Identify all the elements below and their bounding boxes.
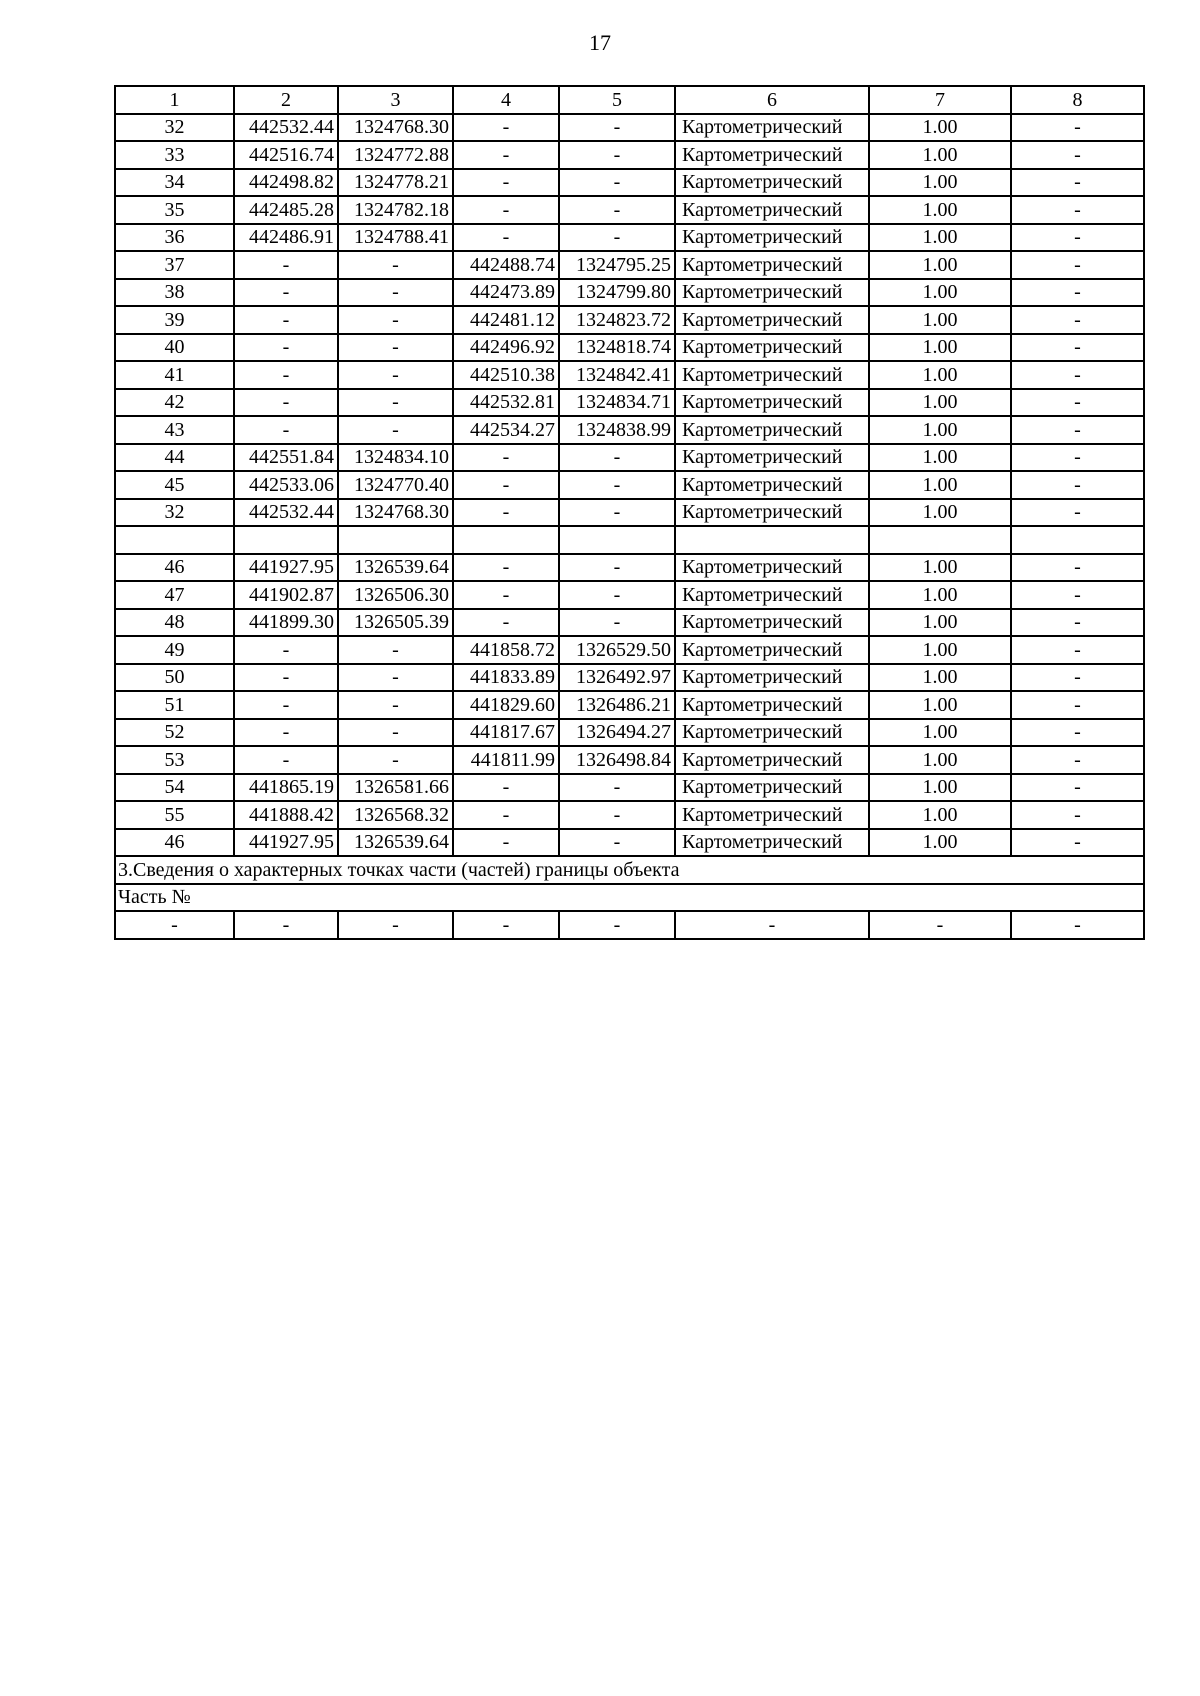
table-cell-col-2: - [234,719,338,747]
table-cell-col-2: 441902.87 [234,581,338,609]
table-cell-col-4: 441833.89 [453,664,559,692]
table-cell-col-1: 32 [115,499,234,527]
table-cell-col-6: Картометрический [675,609,869,637]
table-cell-col-6: Картометрический [675,334,869,362]
table-row [115,306,1144,334]
table-row [115,471,1144,499]
table-cell-col-4: - [453,554,559,582]
table-cell-col-2: 442533.06 [234,471,338,499]
table-cell-col-6: Картометрический [675,829,869,857]
table-cell-col-8: - [1011,444,1144,472]
table-cell-col-4: 442510.38 [453,361,559,389]
part-cell-col-6: - [675,911,869,939]
table-cell-col-2: 442551.84 [234,444,338,472]
table-cell-col-6: Картометрический [675,636,869,664]
table-row [115,801,1144,829]
table-row [115,279,1144,307]
column-header-8: 8 [1011,86,1144,114]
table-cell-col-5: - [559,499,675,527]
table-cell-col-4: - [453,471,559,499]
table-cell-col-4: - [453,774,559,802]
table-cell-col-3: 1326506.30 [338,581,453,609]
table-cell-col-7: 1.00 [869,224,1011,252]
table-cell-col-1: 41 [115,361,234,389]
table-cell-col-7: 1.00 [869,774,1011,802]
table-cell-col-6: Картометрический [675,719,869,747]
table-cell-col-6: Картометрический [675,746,869,774]
column-header-3: 3 [338,86,453,114]
table-cell-col-6: Картометрический [675,444,869,472]
part-row [115,911,1144,939]
table-cell-col-8: - [1011,719,1144,747]
table-cell-col-6: Картометрический [675,471,869,499]
table-cell-col-5: 1324842.41 [559,361,675,389]
table-cell-col-3 [338,526,453,554]
table-cell-col-4 [453,526,559,554]
table-row [115,114,1144,142]
table-cell-col-2: 441899.30 [234,609,338,637]
table-cell-col-3: - [338,636,453,664]
table-cell-col-7: 1.00 [869,609,1011,637]
table-cell-col-7: 1.00 [869,114,1011,142]
table-cell-col-4: 441829.60 [453,691,559,719]
table-row [115,196,1144,224]
table-cell-col-6: Картометрический [675,581,869,609]
section-title-row [115,856,1144,884]
table-cell-col-6: Картометрический [675,196,869,224]
table-cell-col-4: 442496.92 [453,334,559,362]
table-cell-col-8 [1011,526,1144,554]
table-cell-col-2: 442532.44 [234,114,338,142]
table-cell-col-2: - [234,416,338,444]
table-cell-col-3: - [338,361,453,389]
table-row [115,636,1144,664]
table-cell-col-6: Картометрический [675,554,869,582]
table-cell-col-7: 1.00 [869,196,1011,224]
table-cell-col-4: - [453,196,559,224]
table-cell-col-5: - [559,829,675,857]
table-cell-col-7: 1.00 [869,141,1011,169]
table-cell-col-5 [559,526,675,554]
table-cell-col-3: 1324782.18 [338,196,453,224]
table-cell-col-4: 441858.72 [453,636,559,664]
table-cell-col-4: 442473.89 [453,279,559,307]
table-row [115,746,1144,774]
table-cell-col-5: 1324795.25 [559,251,675,279]
table-cell-col-4: - [453,141,559,169]
table-cell-col-3: - [338,279,453,307]
table-cell-col-3: 1324772.88 [338,141,453,169]
table-cell-col-6: Картометрический [675,224,869,252]
column-header-6: 6 [675,86,869,114]
table-cell-col-4: - [453,829,559,857]
table-cell-col-2: - [234,746,338,774]
table-cell-col-3: - [338,334,453,362]
table-cell-col-7: 1.00 [869,499,1011,527]
table-cell-col-1: 49 [115,636,234,664]
table-cell-col-1: 50 [115,664,234,692]
table-cell-col-3: 1326568.32 [338,801,453,829]
table-cell-col-5: - [559,774,675,802]
table-cell-col-2: 442485.28 [234,196,338,224]
table-cell-col-8: - [1011,471,1144,499]
table-cell-col-6: Картометрический [675,141,869,169]
table-cell-col-1: 33 [115,141,234,169]
table-cell-col-6: Картометрический [675,774,869,802]
table-cell-col-8: - [1011,499,1144,527]
table-cell-col-2: - [234,389,338,417]
table-cell-col-8: - [1011,636,1144,664]
table-cell-col-8: - [1011,389,1144,417]
table-row [115,691,1144,719]
table-cell-col-8: - [1011,416,1144,444]
table-cell-col-4: 441817.67 [453,719,559,747]
table-cell-col-8: - [1011,581,1144,609]
table-cell-col-3: 1324768.30 [338,114,453,142]
table-cell-col-1: 46 [115,829,234,857]
table-cell-col-1: 45 [115,471,234,499]
table-cell-col-5: - [559,196,675,224]
table-cell-col-8: - [1011,169,1144,197]
table-cell-col-5: - [559,554,675,582]
table-cell-col-5: 1324818.74 [559,334,675,362]
section-title: 3.Сведения о характерных точках части (частей) границы объекта [115,856,1144,884]
part-label: Часть № [115,884,1144,912]
table-cell-col-1: 36 [115,224,234,252]
table-cell-col-2: 442498.82 [234,169,338,197]
table-cell-col-2 [234,526,338,554]
part-cell-col-4: - [453,911,559,939]
table-cell-col-2: 441865.19 [234,774,338,802]
table-cell-col-6: Картометрический [675,114,869,142]
table-cell-col-6: Картометрический [675,499,869,527]
table-cell-col-3: 1326505.39 [338,609,453,637]
table-row [115,581,1144,609]
table-cell-col-7: 1.00 [869,471,1011,499]
table-cell-col-3: - [338,691,453,719]
table-row [115,554,1144,582]
table-cell-col-2: 442486.91 [234,224,338,252]
table-cell-col-5: - [559,801,675,829]
table-cell-col-4: - [453,224,559,252]
table-cell-col-2: - [234,279,338,307]
table-cell-col-7: 1.00 [869,719,1011,747]
table-cell-col-8: - [1011,114,1144,142]
table-cell-col-5: 1326494.27 [559,719,675,747]
table-cell-col-2: - [234,306,338,334]
table-row [115,444,1144,472]
table-cell-col-4: 441811.99 [453,746,559,774]
table-cell-col-4: - [453,801,559,829]
table-cell-col-1: 53 [115,746,234,774]
part-cell-col-7: - [869,911,1011,939]
table-cell-col-6: Картометрический [675,306,869,334]
table-cell-col-8: - [1011,251,1144,279]
table-cell-col-3: - [338,251,453,279]
table-cell-col-3: - [338,719,453,747]
table-cell-col-7: 1.00 [869,581,1011,609]
table-body [115,86,1144,939]
table-cell-col-1: 52 [115,719,234,747]
table-cell-col-7: 1.00 [869,389,1011,417]
table-cell-col-6: Картометрический [675,416,869,444]
table-cell-col-3: - [338,746,453,774]
table-cell-col-4: 442481.12 [453,306,559,334]
table-row [115,389,1144,417]
table-cell-col-3: 1324788.41 [338,224,453,252]
table-cell-col-5: - [559,581,675,609]
column-header-5: 5 [559,86,675,114]
table-row [115,526,1144,554]
table-cell-col-1: 54 [115,774,234,802]
table-cell-col-3: 1326539.64 [338,829,453,857]
table-row [115,829,1144,857]
table-cell-col-7: 1.00 [869,829,1011,857]
table-cell-col-4: 442532.81 [453,389,559,417]
part-cell-col-2: - [234,911,338,939]
table-cell-col-3: - [338,664,453,692]
table-cell-col-2: 441927.95 [234,829,338,857]
table-cell-col-7: 1.00 [869,664,1011,692]
column-header-4: 4 [453,86,559,114]
table-cell-col-5: - [559,471,675,499]
table-cell-col-7 [869,526,1011,554]
table-cell-col-1: 51 [115,691,234,719]
table-cell-col-4: - [453,169,559,197]
table-cell-col-7: 1.00 [869,334,1011,362]
part-cell-col-3: - [338,911,453,939]
table-cell-col-5: - [559,609,675,637]
table-cell-col-1: 38 [115,279,234,307]
table-cell-col-2: - [234,334,338,362]
table-cell-col-8: - [1011,664,1144,692]
table-cell-col-2: 442516.74 [234,141,338,169]
table-cell-col-6: Картометрический [675,361,869,389]
table-cell-col-7: 1.00 [869,416,1011,444]
table-cell-col-6: Картометрический [675,389,869,417]
table-cell-col-7: 1.00 [869,444,1011,472]
table-cell-col-1 [115,526,234,554]
table-cell-col-5: 1324834.71 [559,389,675,417]
table-row [115,416,1144,444]
table-cell-col-5: - [559,224,675,252]
table-cell-col-3: 1324768.30 [338,499,453,527]
table-cell-col-1: 32 [115,114,234,142]
table-cell-col-7: 1.00 [869,279,1011,307]
boundary-points-table [114,85,1145,940]
table-cell-col-1: 34 [115,169,234,197]
table-cell-col-8: - [1011,361,1144,389]
table-cell-col-6: Картометрический [675,251,869,279]
table-cell-col-8: - [1011,306,1144,334]
table-row [115,334,1144,362]
table-cell-col-1: 47 [115,581,234,609]
table-row [115,609,1144,637]
table-cell-col-2: - [234,251,338,279]
table-cell-col-1: 39 [115,306,234,334]
table-cell-col-5: - [559,114,675,142]
table-cell-col-4: - [453,499,559,527]
table-row [115,361,1144,389]
table-cell-col-8: - [1011,691,1144,719]
table-cell-col-3: - [338,389,453,417]
table-row [115,224,1144,252]
table-cell-col-2: - [234,636,338,664]
table-cell-col-5: 1324823.72 [559,306,675,334]
table-row [115,774,1144,802]
table-cell-col-8: - [1011,746,1144,774]
table-cell-col-6 [675,526,869,554]
table-cell-col-5: 1326529.50 [559,636,675,664]
table-cell-col-8: - [1011,196,1144,224]
table-cell-col-2: 441927.95 [234,554,338,582]
table-cell-col-3: 1324770.40 [338,471,453,499]
column-header-7: 7 [869,86,1011,114]
table-cell-col-1: 40 [115,334,234,362]
table-cell-col-7: 1.00 [869,801,1011,829]
part-cell-col-1: - [115,911,234,939]
table-cell-col-7: 1.00 [869,306,1011,334]
page-number: 17 [589,30,611,55]
table-cell-col-8: - [1011,279,1144,307]
part-cell-col-5: - [559,911,675,939]
table-row [115,664,1144,692]
table-cell-col-3: - [338,416,453,444]
table-cell-col-8: - [1011,801,1144,829]
table-cell-col-3: 1324778.21 [338,169,453,197]
table-cell-col-1: 35 [115,196,234,224]
table-cell-col-8: - [1011,334,1144,362]
table-cell-col-8: - [1011,774,1144,802]
table-cell-col-6: Картометрический [675,169,869,197]
table-cell-col-1: 44 [115,444,234,472]
table-cell-col-5: 1326486.21 [559,691,675,719]
table-cell-col-6: Картометрический [675,801,869,829]
table-cell-col-1: 48 [115,609,234,637]
table-cell-col-2: - [234,361,338,389]
header-row [115,86,1144,114]
part-cell-col-8: - [1011,911,1144,939]
table-cell-col-4: 442534.27 [453,416,559,444]
table-cell-col-7: 1.00 [869,251,1011,279]
table-cell-col-4: - [453,444,559,472]
table-cell-col-5: 1326498.84 [559,746,675,774]
table-cell-col-4: - [453,609,559,637]
table-row [115,719,1144,747]
table-cell-col-1: 46 [115,554,234,582]
table-cell-col-1: 37 [115,251,234,279]
table-row [115,169,1144,197]
table-cell-col-5: 1324838.99 [559,416,675,444]
table-cell-col-5: 1324799.80 [559,279,675,307]
table-cell-col-1: 55 [115,801,234,829]
table-cell-col-3: 1326581.66 [338,774,453,802]
table-cell-col-7: 1.00 [869,361,1011,389]
table-cell-col-8: - [1011,609,1144,637]
table-cell-col-5: - [559,141,675,169]
table-cell-col-4: 442488.74 [453,251,559,279]
table-cell-col-6: Картометрический [675,279,869,307]
table-cell-col-3: - [338,306,453,334]
table-cell-col-8: - [1011,829,1144,857]
table-cell-col-7: 1.00 [869,554,1011,582]
table-row [115,251,1144,279]
table-cell-col-7: 1.00 [869,636,1011,664]
column-header-2: 2 [234,86,338,114]
table-cell-col-3: 1324834.10 [338,444,453,472]
table-cell-col-4: - [453,581,559,609]
table-cell-col-4: - [453,114,559,142]
table-cell-col-2: - [234,664,338,692]
table-cell-col-2: - [234,691,338,719]
table-row [115,499,1144,527]
table-cell-col-5: 1326492.97 [559,664,675,692]
table-cell-col-6: Картометрический [675,664,869,692]
table-cell-col-6: Картометрический [675,691,869,719]
table-cell-col-7: 1.00 [869,691,1011,719]
table-cell-col-2: 441888.42 [234,801,338,829]
table-cell-col-1: 42 [115,389,234,417]
table-cell-col-8: - [1011,224,1144,252]
table-cell-col-7: 1.00 [869,746,1011,774]
column-header-1: 1 [115,86,234,114]
part-label-row [115,884,1144,912]
table-cell-col-2: 442532.44 [234,499,338,527]
table-cell-col-1: 43 [115,416,234,444]
table-cell-col-8: - [1011,554,1144,582]
table-row [115,141,1144,169]
table-cell-col-3: 1326539.64 [338,554,453,582]
table-cell-col-5: - [559,444,675,472]
table-cell-col-8: - [1011,141,1144,169]
table-cell-col-5: - [559,169,675,197]
table-cell-col-7: 1.00 [869,169,1011,197]
